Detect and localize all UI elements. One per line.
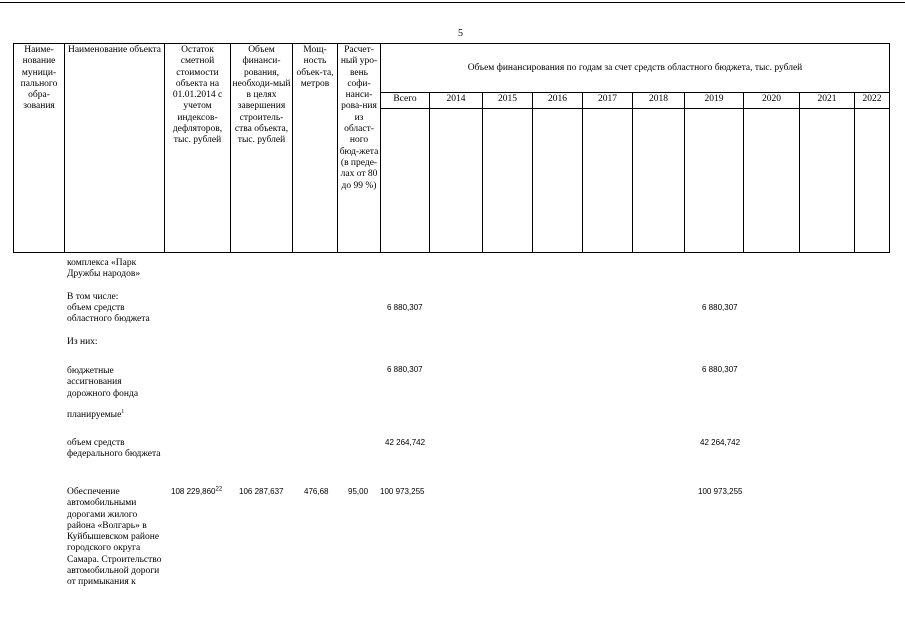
header-object: Наименование объекта <box>65 44 165 253</box>
row-volgar-object: Обеспечение автомобильными дорогами жилого района «Волгарь» в Куйбышевском районе городского округа Самара. Строительство автомобильной дороги от примыкания к <box>67 487 162 588</box>
row-including: В том числе: <box>67 292 119 302</box>
header-year-2014: 2014 <box>430 93 483 109</box>
road-fund-total-value: 6 880,307 <box>387 365 423 374</box>
row-planned: планируемые$^1$ <box>67 408 125 420</box>
volgar-total-value: 100 973,255 <box>380 487 425 496</box>
top-rule <box>0 2 905 3</box>
header-year-2022: 2022 <box>855 93 890 109</box>
header-cofinancing: Расчет-ный уро-вень софи-нанси-рова-ния из област-ного бюд-жета (в преде-лах от 80 до 99 %) <box>338 44 381 253</box>
header-funding-by-years: Объем финансирования по годам за счет средств областного бюджета, тыс. рублей <box>381 44 890 93</box>
header-financing-volume: Объем финанси-рования, необходи-мый в целях завершения строитель-ства объекта, тыс. рублей <box>231 44 293 253</box>
federal-2019-value: 42 264,742 <box>700 438 741 447</box>
year-cell <box>800 109 855 253</box>
year-cell <box>744 109 800 253</box>
regional-2019-value: 6 880,307 <box>702 303 738 312</box>
table-header <box>13 43 890 253</box>
volgar-cofinancing-value: 95,00 <box>348 487 369 496</box>
year-cell <box>583 109 633 253</box>
header-municipality: Наиме-нование муници-пального обра-зования <box>14 44 65 253</box>
header-year-2015: 2015 <box>483 93 533 109</box>
road-fund-2019-value: 6 880,307 <box>702 365 738 374</box>
row-park-name: комплекса «Парк Дружбы народов» <box>67 258 141 280</box>
page-number: 5 <box>458 28 463 39</box>
year-cell <box>430 109 483 253</box>
header-capacity: Мощ-ность объек-та, метров <box>293 44 338 253</box>
volgar-capacity-value: 476,68 <box>304 487 329 496</box>
row-road-fund: бюджетные ассигнования дорожного фонда <box>67 366 139 399</box>
row-federal-funds: объем средств федерального бюджета <box>67 438 161 460</box>
year-cell <box>381 109 430 253</box>
year-cell <box>685 109 744 253</box>
year-cell <box>633 109 685 253</box>
footnote-mark: 22 <box>215 486 223 493</box>
row-regional-funds: объем средств областного бюджета <box>67 303 150 325</box>
year-cell <box>483 109 533 253</box>
federal-total-value: 42 264,742 <box>385 438 426 447</box>
header-year-2018: 2018 <box>633 93 685 109</box>
header-remaining-cost: Остаток сметной стоимости объекта на 01.01.2014 с учетом индексов-дефляторов, тыс. рублей <box>165 44 231 253</box>
year-cell <box>533 109 583 253</box>
header-year-2020: 2020 <box>744 93 800 109</box>
header-year-2019: 2019 <box>685 93 744 109</box>
header-year-total: Всего <box>381 93 430 109</box>
year-cell <box>855 109 890 253</box>
regional-total-value: 6 880,307 <box>387 303 423 312</box>
header-year-2021: 2021 <box>800 93 855 109</box>
footnote-mark: 1 <box>121 408 125 415</box>
volgar-2019-value: 100 973,255 <box>698 487 743 496</box>
volgar-volume-value: 106 287,637 <box>239 487 284 496</box>
volgar-remaining-value: 108 229,860$^{22}$ <box>171 486 223 496</box>
header-year-2017: 2017 <box>583 93 633 109</box>
header-year-2016: 2016 <box>533 93 583 109</box>
row-of-which: Из них: <box>67 337 98 347</box>
